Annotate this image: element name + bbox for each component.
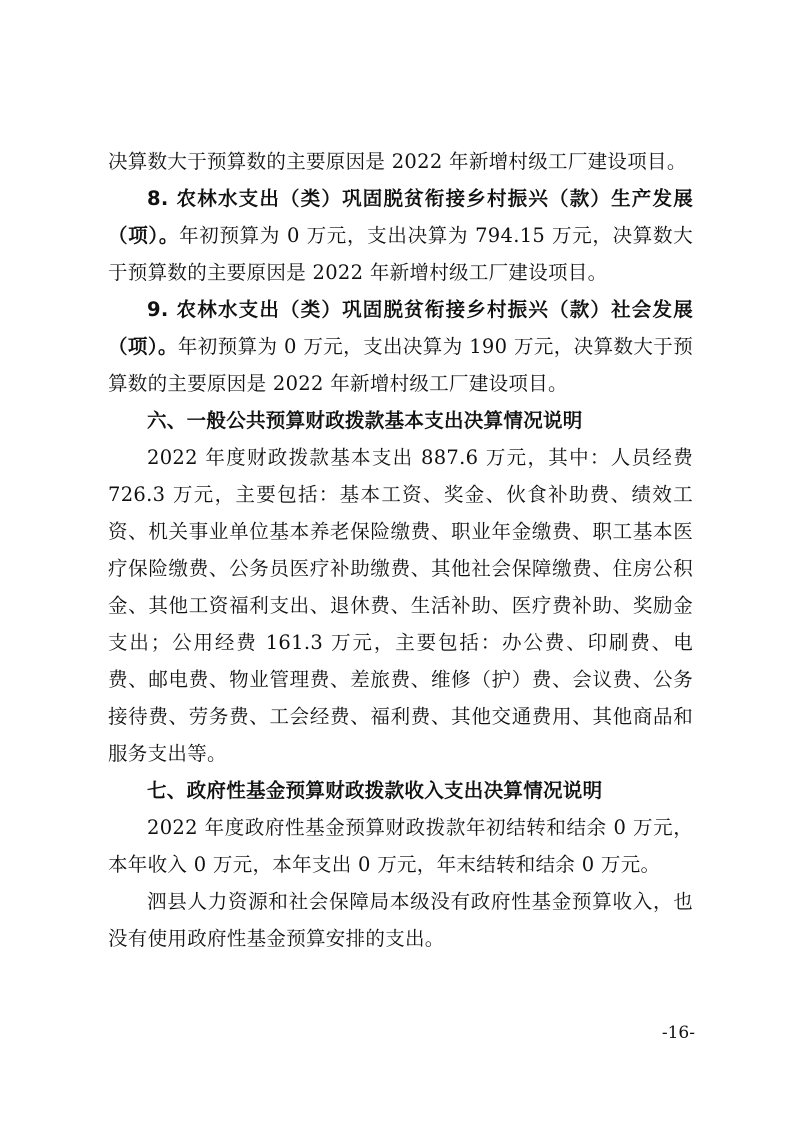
paragraph-7-tail: 决算数大于预算数的主要原因是 2022 年新增村级工厂建设项目。 (108, 150, 687, 173)
paragraph-8-body: 年初预算为 0 万元，支出决算为 794.15 万元，决算数大于预算数的主要原因是 2022 年新增村级工厂建设项目。 (108, 224, 694, 284)
paragraph-8-title: 8. 农林水支出（类）巩固脱贫衔接乡村振兴（款）生产发展（项）。 (108, 187, 693, 247)
section-7-heading: 七、政府性基金预算财政拨款收入支出决算情况说明 (147, 779, 603, 802)
section-7-body-2: 泗县人力资源和社会保障局本级没有政府性基金预算收入，也没有使用政府性基金预算安排的支出。 (108, 890, 693, 950)
section-7-body-1: 2022 年度政府性基金预算财政拨款年初结转和结余 0 万元，本年收入 0 万元，本年支出 0 万元，年末结转和结余 0 万元。 (108, 816, 693, 876)
paragraph-8 (108, 180, 693, 291)
page-number: -16- (661, 1023, 695, 1043)
section-6-body: 2022 年度财政拨款基本支出 887.6 万元，其中：人员经费 726.3 万元，主要包括：基本工资、奖金、伙食补助费、绩效工资、机关事业单位基本养老保险缴费、职业年金缴费、职工基本医疗保险缴费、公务员医疗补助缴费、其他社会保障缴费、住房公积金、其他工资福利支出、退休费、生活补助、医疗费补助、奖励金支出；公用经费 161.3 万元，主要包括：办公费、印刷费、电费、邮电费、物业管理费、差旅费、维修（护）费、会议费、公务接待费、劳务费、工会经费、福利费、其他交通费用、其他商品和服务支出等。 (108, 446, 693, 765)
paragraph-9-body: 年初预算为 0 万元，支出决算为 190 万元，决算数大于预算数的主要原因是 2022 年新增村级工厂建设项目。 (108, 335, 694, 395)
paragraph-9-title: 9. 农林水支出（类）巩固脱贫衔接乡村振兴（款）社会发展（项）。 (108, 298, 693, 358)
body-text (108, 143, 693, 957)
paragraph-9 (108, 291, 693, 402)
section-6-heading: 六、一般公共预算财政拨款基本支出决算情况说明 (147, 409, 583, 432)
